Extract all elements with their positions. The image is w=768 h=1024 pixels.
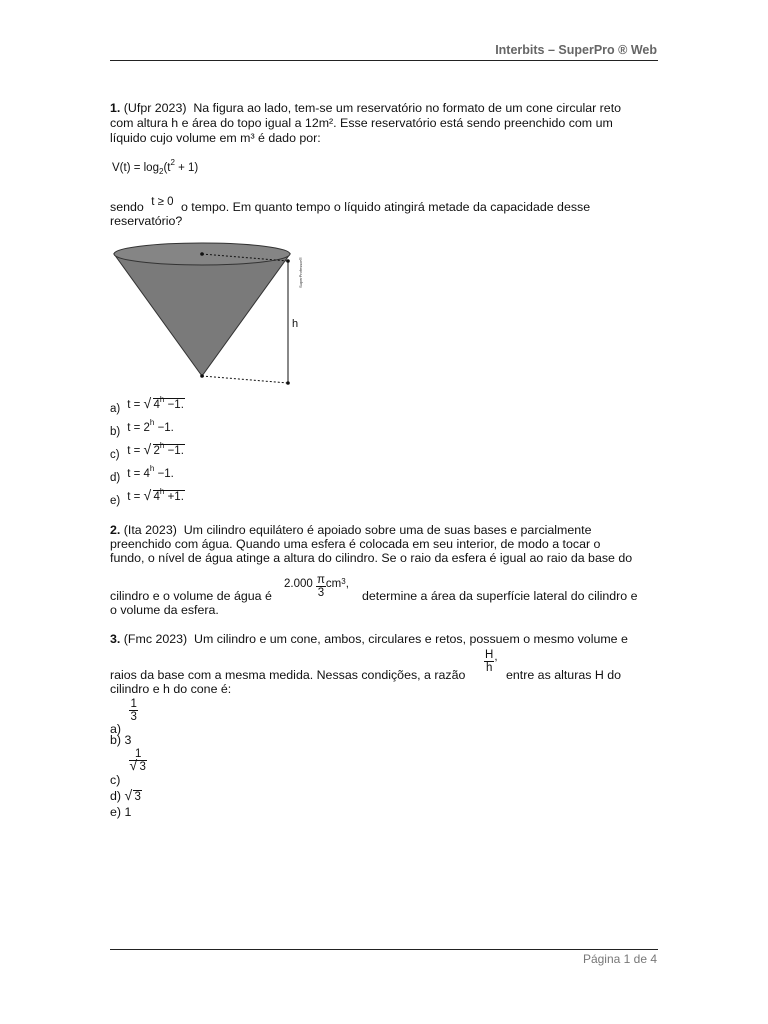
apex-point bbox=[200, 374, 204, 378]
root-exp: h bbox=[159, 395, 165, 404]
q2-text-1: Um cilindro equilátero é apoiado sobre uma de suas bases e parcialmente bbox=[183, 523, 592, 537]
formula-arg-open: (t bbox=[163, 162, 171, 174]
root-base: 2 bbox=[153, 445, 160, 457]
option-label: b) bbox=[110, 426, 121, 438]
q2-text-4a: cilindro e o volume de água é bbox=[110, 589, 272, 603]
sqrt-expression: √ 4$^h$ −1. bbox=[143, 395, 184, 411]
sqrt-expression: √ 2$^h$ −1. bbox=[143, 441, 184, 457]
option-pre: t = 4 bbox=[127, 468, 150, 480]
option-pre: t = bbox=[127, 445, 141, 457]
top-center-point bbox=[200, 252, 204, 256]
q2-line3: fundo, o nível de água atinge a altura do cilindro. Se o raio da esfera é igual ao raio da base do bbox=[110, 551, 633, 565]
option-value: 3 bbox=[124, 733, 132, 747]
formula-arg-close: + 1) bbox=[174, 162, 199, 174]
q2-text-4b: determine a área da superfície lateral do cilindro e bbox=[362, 589, 638, 603]
sqrt-expression: √ 3 bbox=[124, 787, 141, 803]
q3-text-1: Um cilindro e um cone, ambos, circulares e retos, possuem o mesmo volume e bbox=[194, 632, 628, 646]
q3-line3: cilindro e h do cone é: bbox=[110, 682, 232, 696]
option-label: b) bbox=[110, 733, 122, 747]
volume-comma: , bbox=[345, 577, 349, 590]
option-post: −1. bbox=[167, 399, 184, 411]
volume-unit: cm bbox=[325, 577, 342, 590]
volume-exp: 3 bbox=[341, 576, 346, 586]
q3-ratio-expression bbox=[484, 649, 498, 674]
option-label: d) bbox=[110, 472, 121, 484]
q3-option-b[interactable] bbox=[110, 733, 131, 747]
root-exp: h bbox=[159, 441, 165, 450]
root-base: 4 bbox=[153, 491, 160, 503]
option-label: e) bbox=[110, 805, 122, 819]
option-fraction bbox=[129, 698, 137, 723]
fraction-numerator: 1 bbox=[129, 748, 146, 761]
apex-dotted-line bbox=[202, 376, 288, 383]
option-value: 1 bbox=[124, 805, 132, 819]
option-pre: t = bbox=[127, 399, 141, 411]
ratio-comma: , bbox=[494, 650, 498, 663]
option-post: −1. bbox=[157, 468, 174, 480]
q1-line5: reservatório? bbox=[110, 214, 183, 228]
q3-line2 bbox=[110, 668, 465, 682]
figure-credit: SuperProfessor® bbox=[298, 257, 303, 288]
q1-formula bbox=[112, 158, 199, 176]
q2-line1 bbox=[110, 523, 591, 537]
q3-text-2b: entre as alturas H do bbox=[506, 668, 622, 682]
option-post: −1. bbox=[167, 445, 184, 457]
q3-option-c[interactable] bbox=[110, 748, 147, 787]
footer-page-number: Página 1 de 4 bbox=[582, 952, 657, 966]
q1-line4 bbox=[110, 196, 591, 215]
q1-line1 bbox=[110, 101, 621, 115]
root-base: 3 bbox=[139, 761, 146, 773]
q1-condition: t ≥ 0 bbox=[151, 196, 174, 208]
cone-body bbox=[114, 254, 290, 376]
option-post: +1. bbox=[167, 491, 184, 503]
option-label: a) bbox=[110, 403, 121, 415]
option-exp: h bbox=[149, 464, 155, 473]
option-post: −1. bbox=[157, 422, 174, 434]
option-pre: t = bbox=[127, 491, 141, 503]
option-label: a) bbox=[110, 721, 122, 736]
option-pre: t = 2 bbox=[127, 422, 150, 434]
q1-option-b[interactable] bbox=[110, 418, 174, 438]
q3-number: 3. bbox=[110, 632, 121, 646]
q3-text-2a: raios da base com a mesma medida. Nessas condições, a razão bbox=[110, 668, 466, 682]
q2-number: 2. bbox=[110, 523, 121, 537]
q2-source: (Ita 2023) bbox=[123, 523, 177, 537]
footer-rule bbox=[110, 949, 658, 950]
formula-lhs: V(t) = log bbox=[112, 162, 159, 174]
height-top-point bbox=[286, 259, 290, 263]
option-label: c) bbox=[110, 449, 120, 461]
option-label: d) bbox=[110, 789, 122, 803]
q1-line2: com altura h e área do topo igual a 12m². Esse reservatório está sendo preenchido com um bbox=[110, 116, 613, 130]
volume-coefficient: 2.000 bbox=[284, 577, 313, 590]
q3-option-e[interactable] bbox=[110, 805, 131, 819]
q1-option-c[interactable] bbox=[110, 441, 185, 461]
q3-option-a[interactable] bbox=[110, 698, 138, 734]
q3-source: (Fmc 2023) bbox=[123, 632, 188, 646]
q1-option-a[interactable] bbox=[110, 395, 185, 415]
q1-text-1: Na figura ao lado, tem-se um reservatório no formato de um cone circular reto bbox=[193, 101, 622, 115]
option-label: e) bbox=[110, 495, 121, 507]
option-fraction bbox=[129, 748, 146, 773]
fraction-numerator: 1 bbox=[130, 698, 137, 710]
q1-text-4: o tempo. Em quanto tempo o líquido atingirá metade da capacidade desse bbox=[180, 200, 591, 214]
height-label: h bbox=[292, 318, 299, 330]
volume-fraction bbox=[316, 574, 326, 599]
header-rule bbox=[110, 60, 658, 61]
header-title: Interbits – SuperPro ® Web bbox=[495, 43, 657, 57]
q1-sendo: sendo bbox=[110, 200, 144, 214]
formula-base: 2 bbox=[158, 167, 164, 176]
formula-exp: 2 bbox=[170, 158, 175, 167]
root-exp: h bbox=[159, 487, 165, 496]
q2-line5: o volume da esfera. bbox=[110, 603, 219, 617]
q1-source: (Ufpr 2023) bbox=[123, 101, 187, 115]
fraction-denominator: 3 bbox=[317, 587, 325, 599]
q1-number: 1. bbox=[110, 101, 121, 115]
ratio-fraction bbox=[484, 649, 494, 674]
fraction-denominator: h bbox=[485, 662, 493, 674]
q3-line1 bbox=[110, 632, 628, 646]
q1-option-d[interactable] bbox=[110, 464, 174, 484]
sqrt-expression: √ 3 bbox=[129, 757, 146, 773]
root-base: 3 bbox=[134, 791, 141, 803]
q1-line3: líquido cujo volume em m³ é dado por: bbox=[110, 131, 321, 145]
q3-option-d[interactable] bbox=[110, 789, 142, 804]
q2-line4 bbox=[110, 589, 272, 603]
q2-volume-expression bbox=[284, 574, 349, 599]
option-exp: h bbox=[149, 418, 155, 427]
q2-line2: preenchido com água. Quando uma esfera é colocada em seu interior, de modo a tocar o bbox=[110, 537, 601, 551]
q1-option-e[interactable] bbox=[110, 487, 185, 507]
option-label: c) bbox=[110, 772, 121, 787]
root-base: 4 bbox=[153, 399, 160, 411]
fraction-denominator: 3 bbox=[130, 711, 137, 723]
cone-figure bbox=[110, 240, 310, 390]
fraction-numerator: π bbox=[316, 574, 325, 586]
fraction-numerator: H bbox=[485, 649, 494, 661]
sqrt-expression: √ 4$^h$ +1. bbox=[143, 487, 184, 503]
